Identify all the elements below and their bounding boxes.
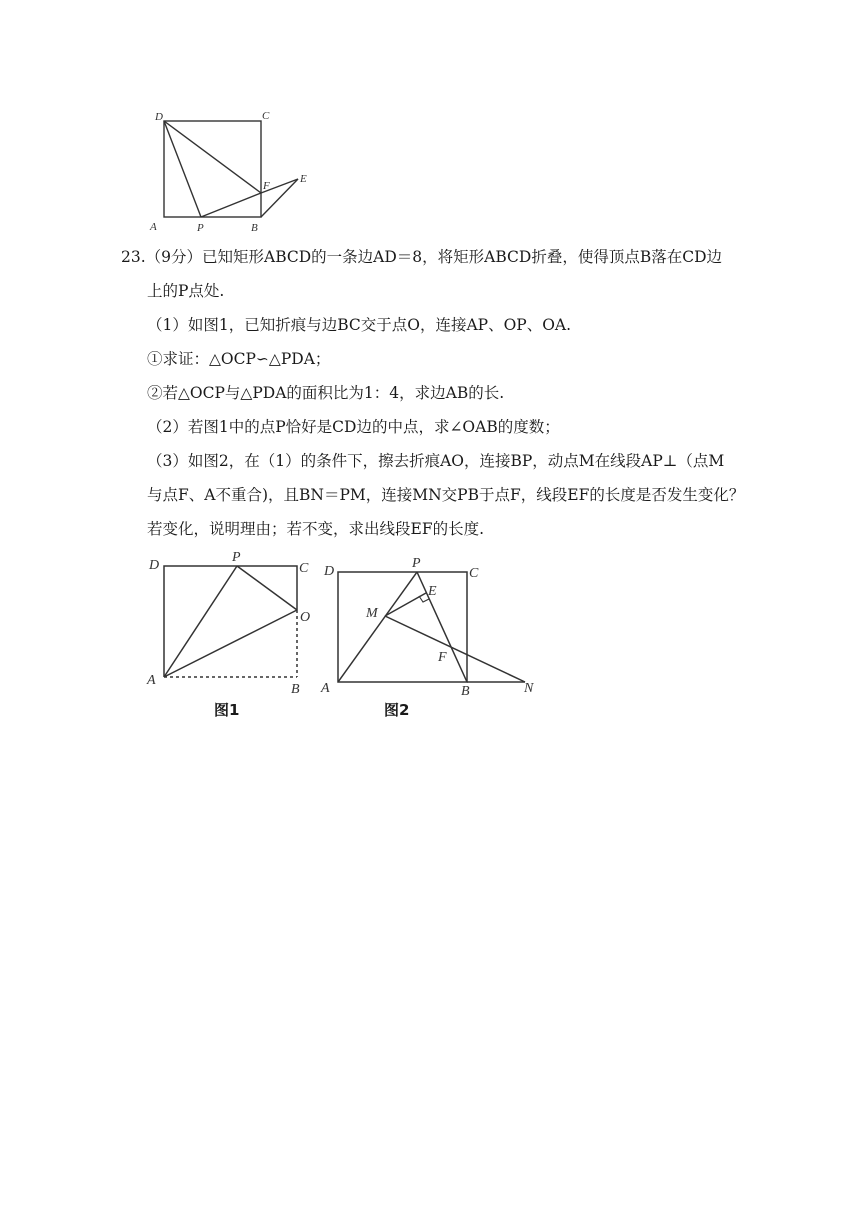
part1-q1-text: 求证：△OCP∽△PDA； <box>162 350 331 368</box>
circled-1-marker: ① <box>147 350 163 368</box>
label-d: D <box>155 111 163 123</box>
circled-2-marker: ② <box>147 384 163 402</box>
question-line-2: 上的P点处. <box>147 282 225 300</box>
fig2-label-e: E <box>428 584 437 599</box>
fig2-label-n: N <box>524 681 534 696</box>
fig1-label-a: A <box>147 673 156 688</box>
part1-intro: （1）如图1，已知折痕与边BC交于点O，连接AP、OP、OA. <box>147 316 572 334</box>
fig1-rect-solid <box>164 566 297 677</box>
fig1-label-d: D <box>149 558 160 573</box>
fig2-line-mn <box>385 616 525 682</box>
part1-q2 <box>147 383 504 403</box>
fig2-label-m: M <box>366 606 378 621</box>
fig1-line-po <box>237 566 297 610</box>
top-square <box>164 121 261 217</box>
figure-2-caption: 图2 <box>384 701 410 719</box>
label-e: E <box>300 173 307 185</box>
fig1-label-b: B <box>291 682 300 697</box>
fig2-line-ap <box>338 572 417 682</box>
question-line1-text: （9分）已知矩形ABCD的一条边AD＝8，将矩形ABCD折叠，使得顶点B落在CD边 <box>145 248 722 266</box>
part2-text: （2）若图1中的点P恰好是CD边的中点，求∠OAB的度数； <box>147 418 560 436</box>
part3-line-2: 与点F、A不重合)，且BN＝PM，连接MN交PB于点F，线段EF的长度是否发生变化？ <box>147 486 745 504</box>
part3-line-1: （3）如图2，在（1）的条件下，擦去折痕AO，连接BP，动点M在线段AP⊥（点M <box>147 452 725 470</box>
fig1-label-c: C <box>299 561 309 576</box>
fig2-label-p: P <box>412 556 421 571</box>
fig2-rectangle <box>338 572 467 682</box>
figure-1 <box>140 545 320 700</box>
fig2-label-a: A <box>321 681 330 696</box>
question-line-1 <box>121 247 722 267</box>
label-c: C <box>262 110 270 122</box>
question-number: 23. <box>121 248 146 266</box>
label-a: A <box>150 221 157 233</box>
fig2-label-f: F <box>438 650 447 665</box>
fig1-label-o: O <box>300 610 311 625</box>
fig2-label-d: D <box>324 564 335 579</box>
fig2-label-b: B <box>461 684 470 699</box>
part1-q2-text: 若△OCP与△PDA的面积比为1：4，求边AB的长. <box>162 384 505 402</box>
label-b: B <box>251 222 258 234</box>
label-p: P <box>197 222 204 234</box>
figure-1-caption: 图1 <box>214 701 240 719</box>
fig1-line-ap <box>164 566 237 677</box>
figure-2 <box>320 545 545 700</box>
part1-q1 <box>147 349 330 369</box>
fig2-line-pb <box>417 572 467 682</box>
top-figure <box>140 100 340 240</box>
line-pf <box>201 193 261 217</box>
fig1-label-p: P <box>232 550 241 565</box>
fig1-line-ao <box>164 610 297 677</box>
label-f: F <box>263 180 270 192</box>
fig2-label-c: C <box>469 566 479 581</box>
part3-line-3: 若变化，说明理由；若不变，求出线段EF的长度. <box>147 520 484 538</box>
